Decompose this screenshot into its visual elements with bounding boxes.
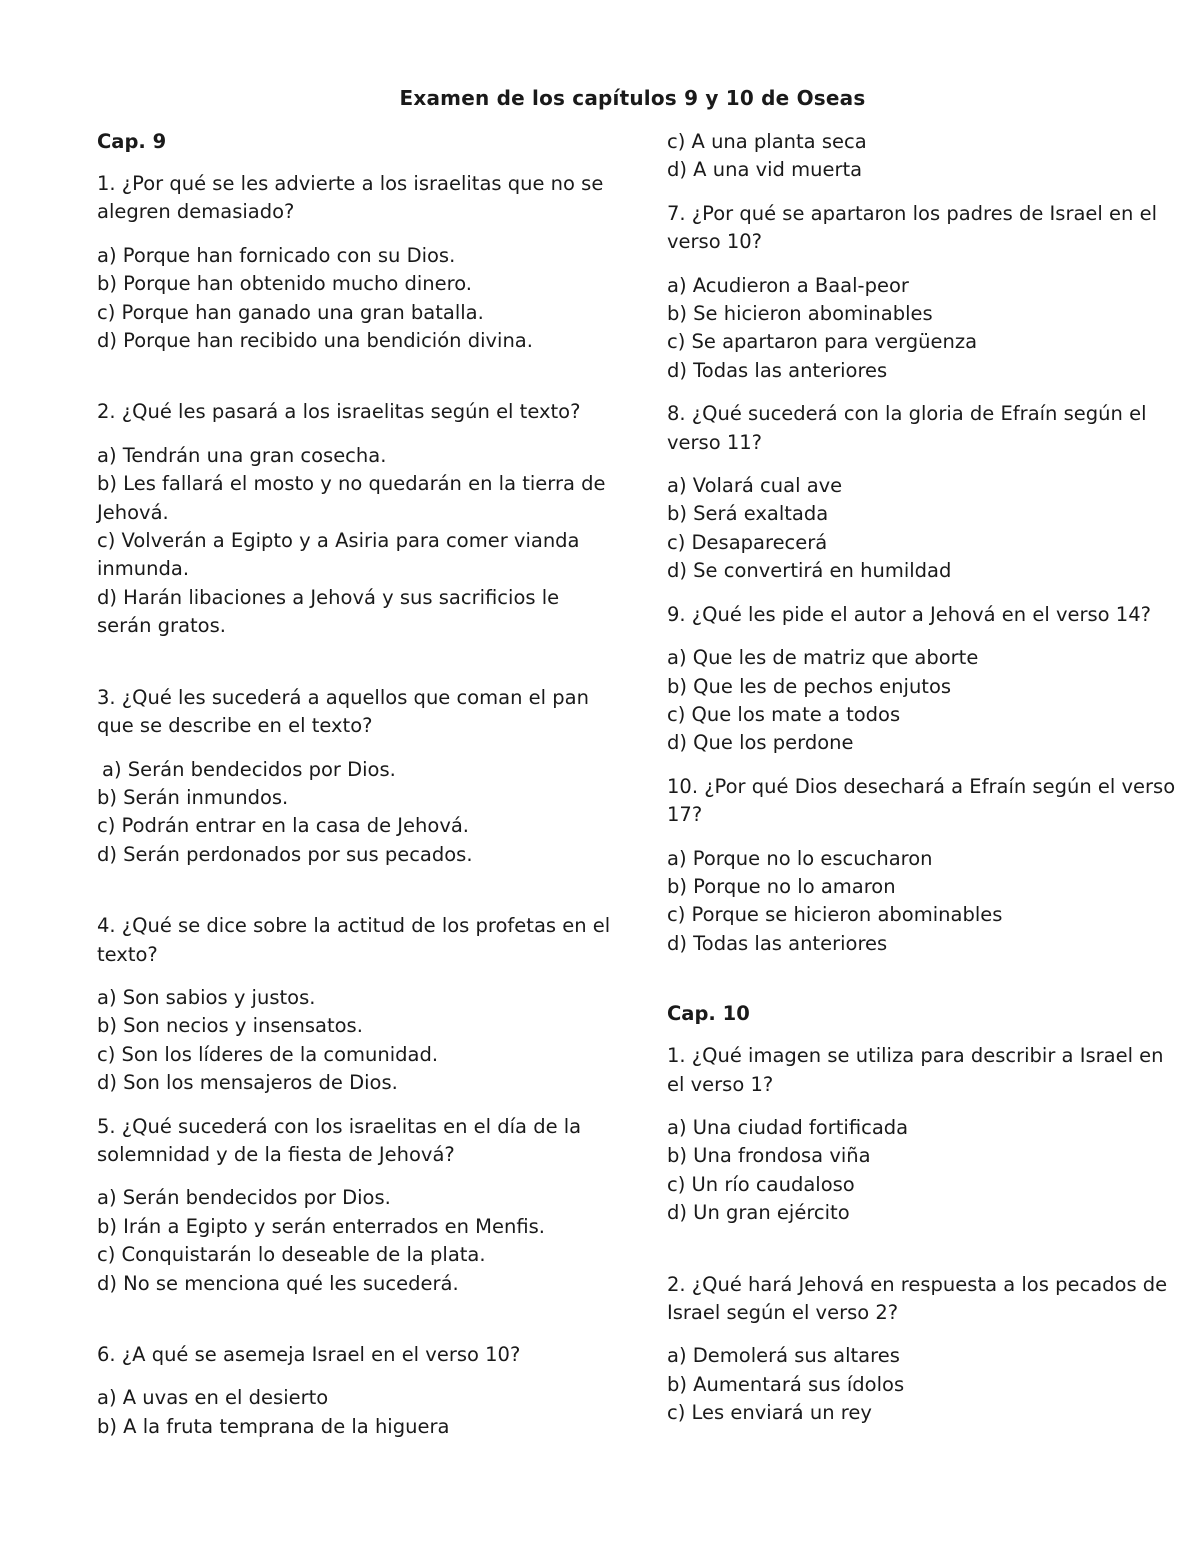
- answer-options: [667, 128, 1182, 185]
- answer-options: [97, 1184, 617, 1298]
- chapter-10-heading: Cap. 10: [667, 1002, 750, 1026]
- answer-option: d) Son los mensajeros de Dios.: [97, 1071, 398, 1095]
- answer-option: a) A uvas en el desierto: [97, 1386, 329, 1410]
- answer-options: [667, 644, 1182, 758]
- answer-option: c) Porque han ganado una gran batalla.: [97, 300, 484, 324]
- answer-option: d) No se menciona qué les sucederá.: [97, 1271, 459, 1295]
- question-block: [97, 912, 617, 1097]
- answer-option: b) Irán a Egipto y serán enterrados en Menfis.: [97, 1214, 545, 1238]
- answer-option: a) Son sabios y justos.: [97, 985, 316, 1009]
- question-block: [97, 170, 617, 355]
- question-text: 2. ¿Qué les pasará a los israelitas según el texto?: [97, 400, 581, 424]
- question-text: 6. ¿A qué se asemeja Israel en el verso 10?: [97, 1343, 521, 1366]
- answer-option: d) Todas las anteriores: [667, 931, 888, 955]
- question-text: 2. ¿Qué hará Jehová en respuesta a los pecados de Israel según el verso 2?: [667, 1272, 1168, 1324]
- question-text: 3. ¿Qué les sucederá a aquellos que coman el pan que se describe en el texto?: [97, 685, 589, 738]
- answer-option: d) Un gran ejército: [667, 1201, 850, 1225]
- answer-option: c) Son los líderes de la comunidad.: [97, 1042, 439, 1066]
- question-block-continued: [667, 128, 1182, 185]
- question-text: 1. ¿Qué imagen se utiliza para describir a Israel en el verso 1?: [667, 1044, 1164, 1096]
- answer-option: b) Aumentará sus ídolos: [667, 1372, 905, 1396]
- question-block: [97, 684, 617, 869]
- answer-option: d) Harán libaciones a Jehová y sus sacrificios le serán gratos.: [97, 585, 560, 638]
- answer-option: d) Que los perdone: [667, 731, 854, 755]
- question-text: 10. ¿Por qué Dios desechará a Efraín según el verso 17?: [667, 774, 1176, 827]
- answer-option: b) Les fallará el mosto y no quedarán en la tierra de Jehová.: [97, 472, 606, 524]
- question-block: [667, 200, 1182, 385]
- answer-option: c) Volverán a Egipto y a Asiria para comer vianda inmunda.: [97, 529, 580, 581]
- answer-option: b) Que les de pechos enjutos: [667, 674, 952, 698]
- question-text: 7. ¿Por qué se apartaron los padres de Israel en el verso 10?: [667, 201, 1158, 254]
- left-column: [97, 128, 617, 1456]
- answer-option: c) Conquistarán lo deseable de la plata.: [97, 1243, 486, 1267]
- answer-option: b) Una frondosa viña: [667, 1144, 871, 1168]
- answer-option: a) Tendrán una gran cosecha.: [97, 443, 387, 467]
- question-block: [97, 1341, 617, 1441]
- answer-options: [97, 984, 617, 1098]
- answer-option: a) Serán bendecidos por Dios.: [102, 757, 396, 781]
- answer-option: b) A la fruta temprana de la higuera: [97, 1414, 450, 1438]
- answer-option: a) Que les de matriz que aborte: [667, 646, 979, 670]
- question-block: [667, 773, 1182, 958]
- answer-option: b) Porque no lo amaron: [667, 874, 896, 898]
- answer-options: [97, 242, 617, 356]
- answer-option: c) Podrán entrar en la casa de Jehová.: [97, 814, 470, 838]
- question-block: [97, 398, 617, 640]
- question-block: [667, 1042, 1182, 1227]
- answer-option: a) Acudieron a Baal-peor: [667, 273, 909, 297]
- answer-option: c) Se apartaron para vergüenza: [667, 330, 978, 354]
- question-text: 9. ¿Qué les pide el autor a Jehová en el verso 14?: [667, 602, 1151, 626]
- answer-option: d) Se convertirá en humildad: [667, 559, 952, 583]
- question-text: 1. ¿Por qué se les advierte a los israelitas que no se alegren demasiado?: [97, 172, 604, 224]
- question-block: [667, 601, 1182, 758]
- answer-option: b) Serán inmundos.: [97, 785, 289, 809]
- answer-option: a) Serán bendecidos por Dios.: [97, 1186, 391, 1210]
- answer-option: c) Porque se hicieron abominables: [667, 903, 1003, 927]
- answer-option: a) Demolerá sus altares: [667, 1344, 900, 1368]
- question-text: 5. ¿Qué sucederá con los israelitas en el día de la solemnidad y de la fiesta de Jehová?: [97, 1114, 582, 1166]
- answer-options: [97, 1384, 617, 1441]
- answer-options: [97, 442, 617, 641]
- answer-option: d) Porque han recibido una bendición divina.: [97, 329, 533, 353]
- chapter-9-heading: Cap. 9: [97, 130, 167, 153]
- answer-option: a) Una ciudad fortificada: [667, 1115, 909, 1139]
- answer-option: c) Les enviará un rey: [667, 1401, 872, 1425]
- answer-option: c) Desaparecerá: [667, 530, 828, 554]
- answer-option: b) Porque han obtenido mucho dinero.: [97, 272, 472, 296]
- right-column: [667, 128, 1182, 1443]
- answer-option: d) Serán perdonados por sus pecados.: [97, 842, 473, 866]
- answer-option: b) Se hicieron abominables: [667, 302, 933, 326]
- answer-option: a) Porque no lo escucharon: [667, 846, 933, 870]
- question-block: [97, 1113, 617, 1298]
- answer-options: [97, 756, 617, 870]
- answer-option: b) Son necios y insensatos.: [97, 1014, 363, 1038]
- answer-option: c) Un río caudaloso: [667, 1172, 855, 1196]
- question-block: [667, 400, 1182, 585]
- answer-option: b) Será exaltada: [667, 502, 829, 526]
- answer-option: a) Porque han fornicado con su Dios.: [97, 243, 456, 267]
- answer-option: c) Que los mate a todos: [667, 702, 901, 726]
- answer-options: [667, 472, 1182, 586]
- exam-title: Examen de los capítulos 9 y 10 de Oseas: [399, 86, 866, 110]
- answer-options: [667, 845, 1182, 959]
- answer-options: [667, 1342, 1182, 1427]
- question-text: 8. ¿Qué sucederá con la gloria de Efraín según el verso 11?: [667, 402, 1147, 454]
- answer-options: [667, 1114, 1182, 1228]
- answer-option: d) A una vid muerta: [667, 158, 863, 182]
- question-block: [667, 1271, 1182, 1428]
- answer-option: c) A una planta seca: [667, 130, 867, 153]
- question-text: 4. ¿Qué se dice sobre la actitud de los profetas en el texto?: [97, 914, 611, 966]
- answer-option: d) Todas las anteriores: [667, 358, 888, 382]
- answer-options: [667, 272, 1182, 386]
- answer-option: a) Volará cual ave: [667, 474, 843, 498]
